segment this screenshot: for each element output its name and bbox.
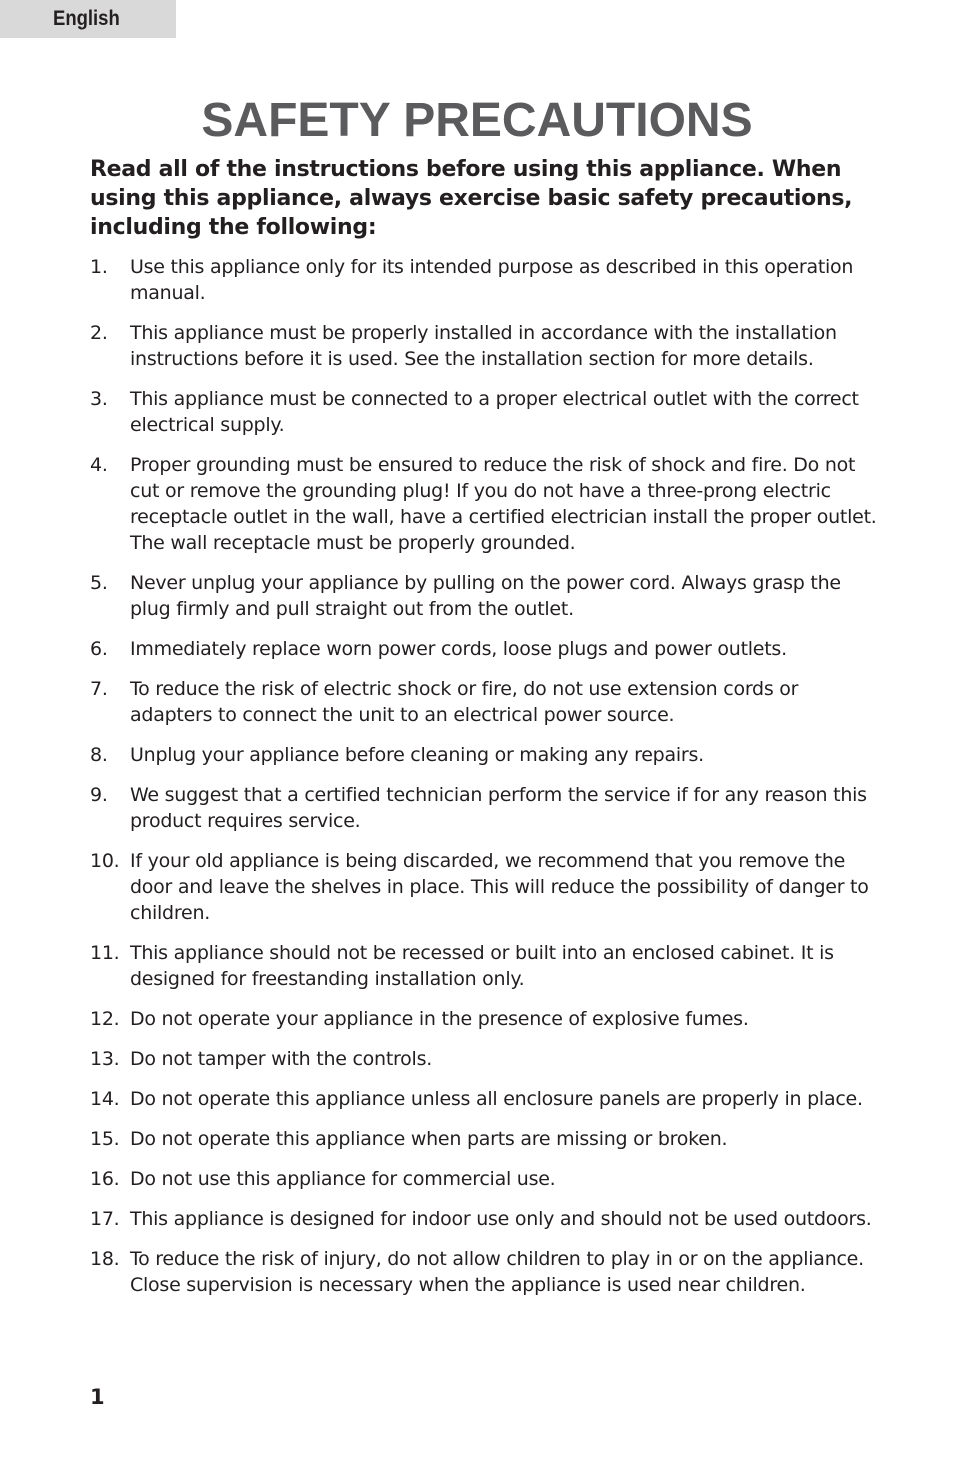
list-item: [90, 386, 880, 438]
item-text: If your old appliance is being discarded, we recommend that you remove the door and leave the shelves in place. This will reduce the possibility of danger to children.: [130, 850, 869, 924]
item-text: Use this appliance only for its intended purpose as described in this operation manual.: [130, 256, 854, 304]
page-number: 1: [90, 1385, 105, 1409]
list-item: [90, 1006, 880, 1032]
item-number: 10.: [90, 850, 120, 872]
item-number: 11.: [90, 942, 120, 964]
item-number: 13.: [90, 1048, 120, 1070]
item-text: This appliance should not be recessed or built into an enclosed cabinet. It is designed for freestanding installation only.: [130, 942, 834, 990]
item-number: 7.: [90, 678, 108, 700]
list-item: [90, 1166, 880, 1192]
item-number: 16.: [90, 1168, 120, 1190]
list-item: [90, 1046, 880, 1072]
list-item: [90, 636, 880, 662]
item-text: This appliance must be connected to a proper electrical outlet with the correct electrical supply.: [130, 388, 859, 436]
precautions-list: [90, 254, 880, 1312]
item-number: 15.: [90, 1128, 120, 1150]
list-item: [90, 742, 880, 768]
item-number: 18.: [90, 1248, 120, 1270]
list-item: [90, 676, 880, 728]
list-item: [90, 782, 880, 834]
list-item: [90, 1126, 880, 1152]
list-item: [90, 1086, 880, 1112]
list-item: [90, 940, 880, 992]
item-text: Do not use this appliance for commercial use.: [130, 1168, 556, 1190]
list-item: [90, 320, 880, 372]
item-text: Unplug your appliance before cleaning or making any repairs.: [130, 744, 704, 766]
item-text: Do not operate this appliance unless all enclosure panels are properly in place.: [130, 1088, 863, 1110]
item-number: 12.: [90, 1008, 120, 1030]
item-text: Immediately replace worn power cords, loose plugs and power outlets.: [130, 638, 787, 660]
page-title: SAFETY PRECAUTIONS: [201, 94, 753, 147]
item-number: 9.: [90, 784, 108, 806]
item-text: This appliance must be properly installed in accordance with the installation instructions before it is used. See the installation section for more details.: [130, 322, 837, 370]
list-item: [90, 1206, 880, 1232]
item-text: Do not tamper with the controls.: [130, 1048, 433, 1070]
item-number: 14.: [90, 1088, 120, 1110]
item-number: 1.: [90, 256, 108, 278]
language-tab-label: English: [53, 7, 120, 30]
item-text: To reduce the risk of injury, do not allow children to play in or on the appliance. Close supervision is necessary when the appliance is used near children.: [130, 1248, 864, 1296]
item-text: This appliance is designed for indoor use only and should not be used outdoors.: [130, 1208, 872, 1230]
item-text: Do not operate this appliance when parts are missing or broken.: [130, 1128, 728, 1150]
intro-paragraph: Read all of the instructions before using this appliance. When using this appliance, always exercise basic safety precautions, including the following:: [90, 157, 853, 240]
item-text: To reduce the risk of electric shock or fire, do not use extension cords or adapters to connect the unit to an electrical power source.: [130, 678, 799, 726]
item-text: Proper grounding must be ensured to reduce the risk of shock and fire. Do not cut or remove the grounding plug! If you do not have a three-prong electric receptacle outlet in the wall, have a certified electrician install the proper outlet. The wall receptacle must be properly grounded.: [130, 454, 877, 554]
item-number: 5.: [90, 572, 108, 594]
item-text: Never unplug your appliance by pulling on the power cord. Always grasp the plug firmly and pull straight out from the outlet.: [130, 572, 841, 620]
item-text: We suggest that a certified technician perform the service if for any reason this product requires service.: [130, 784, 867, 832]
item-text: Do not operate your appliance in the presence of explosive fumes.: [130, 1008, 749, 1030]
list-item: [90, 570, 880, 622]
item-number: 3.: [90, 388, 108, 410]
item-number: 8.: [90, 744, 108, 766]
list-item: [90, 452, 880, 556]
item-number: 2.: [90, 322, 108, 344]
item-number: 4.: [90, 454, 108, 476]
item-number: 17.: [90, 1208, 120, 1230]
list-item: [90, 848, 880, 926]
list-item: [90, 254, 880, 306]
item-number: 6.: [90, 638, 108, 660]
language-tab: [0, 0, 176, 38]
list-item: [90, 1246, 880, 1298]
